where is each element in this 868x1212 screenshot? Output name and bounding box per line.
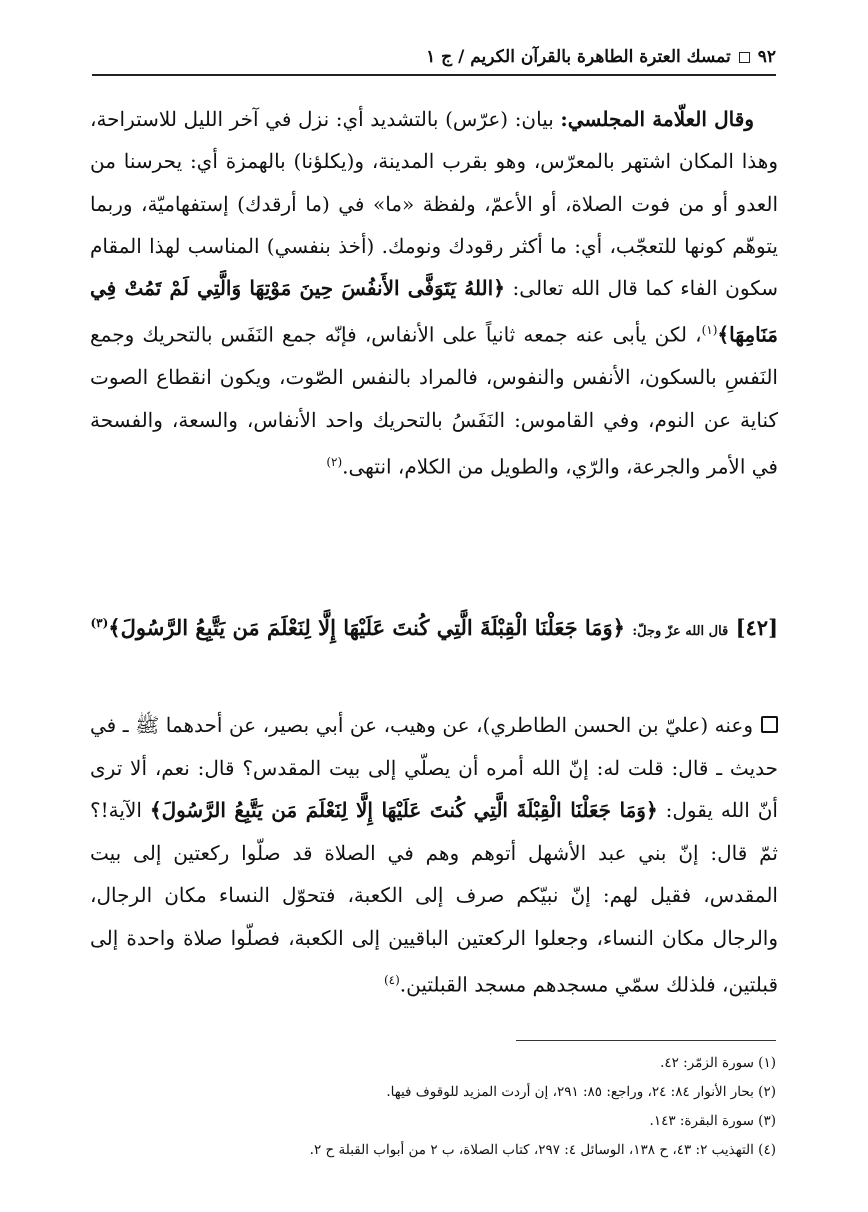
square-ornament-icon <box>739 52 750 63</box>
footnote-ref-3: (٣) <box>90 616 109 630</box>
footnote-ref-2: (٢) <box>326 455 343 470</box>
section-number: [٤٢] <box>735 615 778 640</box>
speaker-name: وقال العلّامة المجلسي: <box>560 107 754 131</box>
section-intro: قال الله عزّ وجلّ: <box>632 624 729 639</box>
footnote-item: (٣) سورة البقرة: ١٤٣. <box>649 1113 776 1129</box>
footnotes-list <box>92 1049 776 1165</box>
footnote-item: (١) سورة الزمّر: ٤٢. <box>660 1055 776 1071</box>
page-header <box>92 40 776 76</box>
paragraph-majlisi <box>90 98 778 488</box>
paragraph-hadith <box>90 704 778 1006</box>
quran-verse-2: ﴿وَمَا جَعَلْنَا الْقِبْلَةَ الَّتِي كُنتَ عَلَيْهَا إِلَّا لِنَعْلَمَ مَن يَتَّبِعُ الرَّسُولَ﴾ <box>149 798 658 822</box>
footnote-divider <box>516 1040 776 1041</box>
footnote-ref-4: (٤) <box>383 973 400 987</box>
section-heading <box>90 598 778 657</box>
hadith-box-icon <box>761 716 778 733</box>
footnote-ref-1: (١) <box>701 323 718 338</box>
book-title: تمسك العترة الطاهرة بالقرآن الكريم / ج ١ <box>426 47 731 67</box>
footnote-item: (٢) بحار الأنوار ٨٤: ٢٤، وراجع: ٨٥: ٢٩١، إن أردت المزيد للوقوف فيها. <box>386 1084 776 1100</box>
quran-verse-1: ﴿اللهُ يَتَوَفَّى الأَنفُسَ حِينَ مَوْتِهَا وَالَّتِي لَمْ تَمُتْ فِي مَنَامِهَا﴾ <box>90 276 778 348</box>
paragraph2-text2: الآية!؟ ثمّ قال: إنّ بني عبد الأشهل أتوهم وهم في الصلاة قد صلّوا ركعتين إلى بيت المقدس، فقيل لهم: إنّ نبيّكم صرف إلى الكعبة، فتحوّل النساء مكان الرجال، والرجال مكان النساء، وجعلوا الركعتين الباقيين إلى الكعبة، فصلّوا صلاة واحدة إلى قبلتين، فلذلك سمّي مسجدهم مسجد القبلتين. <box>90 798 778 997</box>
paragraph1-text2: ، لكن يأبى عنه جمعه ثانياً على الأنفاس، فإنّه جمع النَفَس بالتحريك وجمع النَفسِ بالسكون، الأنفس والنفوس، فالمراد بالنفس الصّوت، ويكون انقطاع الصوت كناية عن النوم، وفي القاموس: النَفَسُ بالتحريك واحد الأنفاس، والسعة، والفسحة في الأمر والجرعة، والرّي، والطويل من الكلام، انتهى. <box>90 323 778 479</box>
paragraph1-text1: بيان: (عرّس) بالتشديد أي: نزل في آخر الليل للاستراحة، وهذا المكان اشتهر بالمعرّس، وهو بقرب المدينة، و(يكلؤنا) بالهمزة أي: يحرسنا من العدو أو من فوت الصلاة، أو الأعمّ، ولفظة «ما» في (ما أرقدك) إستفهاميّة، وربما يتوهّم كونها للتعجّب، أي: ما أكثر رقودك ونومك. (أخذ بنفسي) المناسب لهذا المقام سكون الفاء كما قال الله تعالى: <box>90 107 778 301</box>
section-quran-verse: ﴿وَمَا جَعَلْنَا الْقِبْلَةَ الَّتِي كُنتَ عَلَيْهَا إِلَّا لِنَعْلَمَ مَن يَتَّبِعُ الرَّسُولَ﴾ <box>108 615 625 640</box>
page-number: ٩٢ <box>757 47 776 67</box>
footnote-item: (٤) التهذيب ٢: ٤٣، ح ١٣٨، الوسائل ٤: ٢٩٧، كتاب الصلاة، ب ٢ من أبواب القبلة ح ٢. <box>309 1142 776 1158</box>
paragraph2-text1: وعنه (عليّ بن الحسن الطاطري)، عن وهيب، عن أبي بصير، عن أحدهما ﷺ ـ في حديث ـ قال: قلت له: إنّ الله أمره أن يصلّي إلى بيت المقدس؟ قال: نعم، ألا ترى أنّ الله يقول: <box>90 713 778 822</box>
